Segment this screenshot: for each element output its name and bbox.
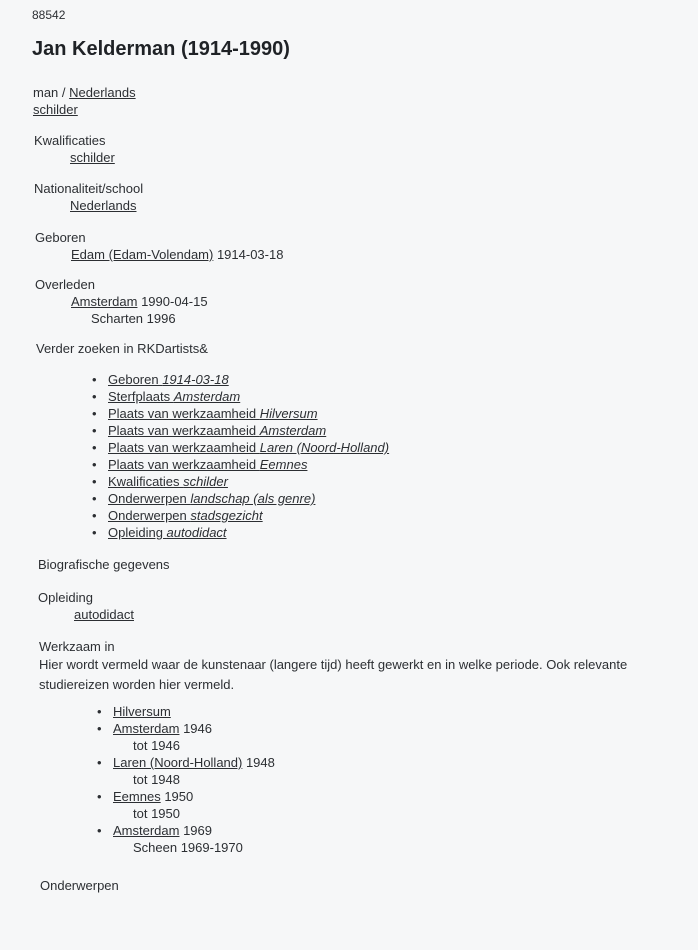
died-section	[35, 276, 208, 327]
subjects-heading: Onderwerpen	[40, 878, 119, 893]
list-item[interactable]: • Sterfplaats Amsterdam	[90, 388, 389, 405]
occupation-link[interactable]: schilder	[33, 102, 78, 117]
list-item: • Eemnes 1950 tot 1950	[95, 788, 275, 822]
deathplace-link[interactable]: Amsterdam	[71, 294, 138, 309]
work-description: Hier wordt vermeld waar de kunstenaar (langere tijd) heeft gewerkt en in welke periode. Ook relevante studiereizen worden hier vermeld.	[39, 657, 628, 692]
nationality-link[interactable]: Nederlands	[69, 85, 136, 100]
list-item[interactable]: • Onderwerpen landschap (als genre)	[90, 490, 389, 507]
work-place-link[interactable]: Laren (Noord-Holland)	[113, 755, 243, 770]
birthplace-link[interactable]: Edam (Edam-Volendam)	[71, 247, 214, 262]
gender-text: man /	[33, 85, 70, 100]
list-item[interactable]: • Opleiding autodidact	[90, 524, 389, 541]
list-item[interactable]: • Plaats van werkzaamheid Hilversum	[90, 405, 389, 422]
died-label: Overleden	[35, 277, 95, 292]
work-label: Werkzaam in	[39, 639, 115, 654]
bio-heading: Biografische gegevens	[38, 557, 170, 572]
list-item[interactable]: • Plaats van werkzaamheid Eemnes	[90, 456, 389, 473]
record-id: 88542	[32, 8, 66, 22]
search-heading: Verder zoeken in RKDartists&	[36, 341, 208, 356]
qualification-link[interactable]: schilder	[70, 150, 115, 165]
born-label: Geboren	[35, 230, 86, 245]
nationality-label: Nationaliteit/school	[34, 181, 144, 196]
list-item: • Laren (Noord-Holland) 1948 tot 1948	[95, 754, 275, 788]
qualifications-label: Kwalificaties	[34, 133, 106, 148]
work-section	[39, 638, 649, 695]
birth-date: 1914-03-18	[213, 247, 284, 262]
born-section	[35, 229, 283, 263]
list-item[interactable]: • Kwalificaties schilder	[90, 473, 389, 490]
education-link[interactable]: autodidact	[74, 607, 134, 622]
list-item: • Amsterdam 1946 tot 1946	[95, 720, 275, 754]
education-section	[38, 589, 134, 623]
list-item[interactable]: • Geboren 1914-03-18	[90, 371, 389, 388]
list-item[interactable]: • Onderwerpen stadsgezicht	[90, 507, 389, 524]
nationality-school-link[interactable]: Nederlands	[70, 198, 137, 213]
list-item	[95, 703, 275, 720]
list-item: • Amsterdam 1969 Scheen 1969-1970	[95, 822, 275, 856]
page-title: Jan Kelderman (1914-1990)	[32, 38, 290, 60]
list-item[interactable]: • Plaats van werkzaamheid Laren (Noord-Holland)	[90, 439, 389, 456]
work-place-link[interactable]: Amsterdam	[113, 721, 180, 736]
education-label: Opleiding	[38, 590, 93, 605]
nationality-section	[34, 180, 143, 214]
work-place-link[interactable]: Eemnes	[113, 789, 161, 804]
summary	[33, 84, 136, 118]
search-list	[90, 371, 389, 541]
death-source: Scharten 1996	[91, 311, 176, 326]
qualifications-section	[34, 132, 115, 166]
list-item[interactable]: • Plaats van werkzaamheid Amsterdam	[90, 422, 389, 439]
work-places-list	[95, 703, 275, 856]
work-place-link[interactable]: Hilversum	[113, 704, 171, 719]
work-place-link[interactable]: Amsterdam	[113, 823, 180, 838]
death-date: 1990-04-15	[137, 294, 208, 309]
